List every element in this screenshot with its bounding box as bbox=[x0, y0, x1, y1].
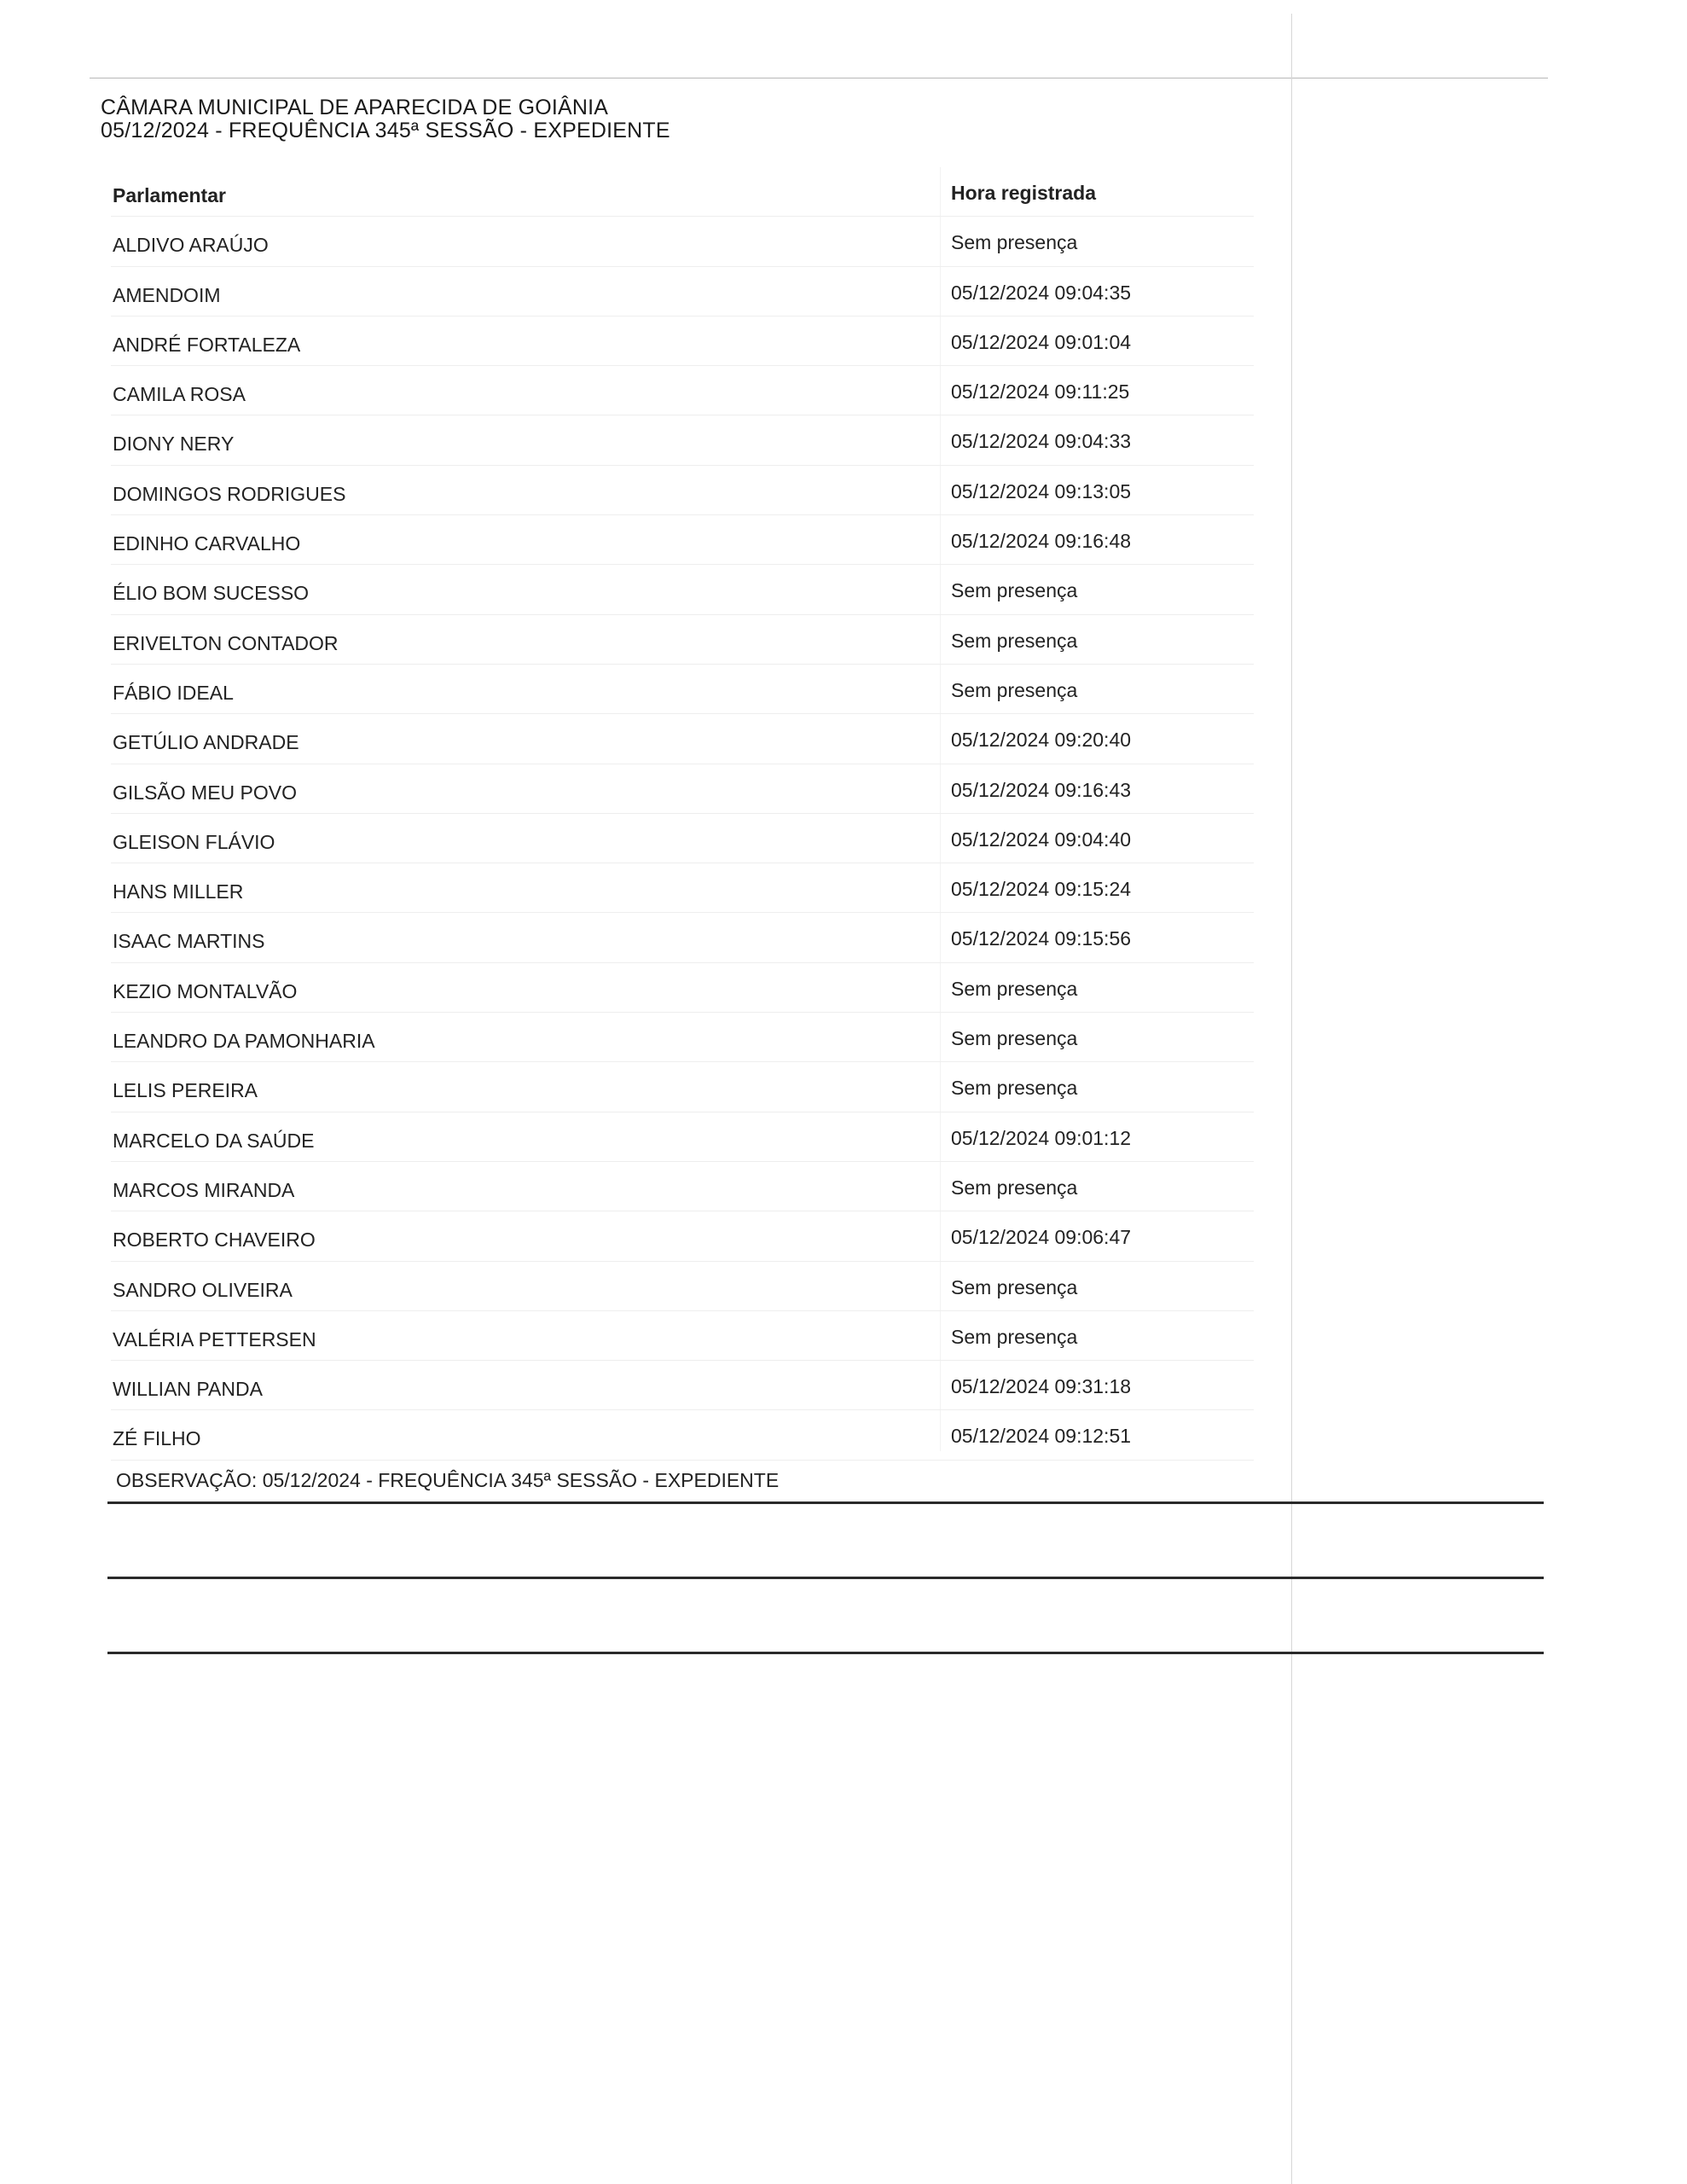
observation-text: OBSERVAÇÃO: 05/12/2024 - FREQUÊNCIA 345ª SESSÃO - EXPEDIENTE bbox=[116, 1469, 780, 1491]
parlamentar-name: ÉLIO BOM SUCESSO bbox=[113, 582, 310, 605]
hora-registrada: 05/12/2024 09:12:51 bbox=[951, 1425, 1132, 1448]
table-row bbox=[111, 217, 1254, 266]
hora-registrada: 05/12/2024 09:01:04 bbox=[951, 330, 1132, 353]
hora-registrada: 05/12/2024 09:11:25 bbox=[951, 380, 1130, 404]
observation-line-2 bbox=[107, 1577, 1544, 1579]
hora-registrada: Sem presença bbox=[951, 1077, 1078, 1100]
institution-title: CÂMARA MUNICIPAL DE APARECIDA DE GOIÂNIA bbox=[101, 96, 609, 119]
table-row bbox=[111, 1311, 1254, 1361]
hora-registrada: Sem presença bbox=[951, 231, 1078, 254]
table-row bbox=[111, 764, 1254, 814]
column-header-hora-registrada: Hora registrada bbox=[951, 182, 1097, 204]
parlamentar-name: ZÉ FILHO bbox=[113, 1427, 201, 1450]
attendance-table bbox=[111, 167, 1254, 1461]
table-row bbox=[111, 963, 1254, 1013]
document-header bbox=[101, 96, 670, 142]
table-row bbox=[111, 1262, 1254, 1311]
observation-line-3 bbox=[107, 1652, 1544, 1654]
parlamentar-name: VALÉRIA PETTERSEN bbox=[113, 1327, 316, 1350]
hora-registrada: 05/12/2024 09:04:33 bbox=[951, 430, 1132, 453]
session-title: 05/12/2024 - FREQUÊNCIA 345ª SESSÃO - EXPEDIENTE bbox=[101, 119, 670, 142]
hora-registrada: Sem presença bbox=[951, 1027, 1078, 1050]
hora-registrada: 05/12/2024 09:16:48 bbox=[951, 530, 1132, 553]
table-header-row bbox=[111, 167, 1254, 217]
table-row bbox=[111, 466, 1254, 515]
table-row bbox=[111, 615, 1254, 665]
parlamentar-name: SANDRO OLIVEIRA bbox=[113, 1278, 293, 1301]
hora-registrada: Sem presença bbox=[951, 678, 1078, 701]
observation-line-1 bbox=[107, 1502, 1544, 1504]
hora-registrada: Sem presença bbox=[951, 629, 1078, 652]
parlamentar-name: WILLIAN PANDA bbox=[113, 1378, 263, 1401]
hora-registrada: 05/12/2024 09:13:05 bbox=[951, 479, 1132, 502]
side-margin-rule bbox=[1291, 14, 1292, 2184]
table-row bbox=[111, 1013, 1254, 1062]
parlamentar-name: GILSÃO MEU POVO bbox=[113, 781, 297, 804]
hora-registrada: 05/12/2024 09:15:24 bbox=[951, 878, 1132, 901]
parlamentar-name: ALDIVO ARAÚJO bbox=[113, 234, 269, 257]
parlamentar-name: AMENDOIM bbox=[113, 283, 221, 306]
table-row bbox=[111, 317, 1254, 366]
hora-registrada: 05/12/2024 09:31:18 bbox=[951, 1375, 1132, 1398]
parlamentar-name: GETÚLIO ANDRADE bbox=[113, 731, 299, 754]
hora-registrada: 05/12/2024 09:01:12 bbox=[951, 1126, 1132, 1149]
table-row bbox=[111, 415, 1254, 465]
table-row bbox=[111, 515, 1254, 565]
hora-registrada: 05/12/2024 09:15:56 bbox=[951, 927, 1132, 950]
table-row bbox=[111, 1361, 1254, 1410]
table-row bbox=[111, 1410, 1254, 1460]
hora-registrada: 05/12/2024 09:04:35 bbox=[951, 281, 1132, 304]
table-row bbox=[111, 1112, 1254, 1162]
parlamentar-name: EDINHO CARVALHO bbox=[113, 532, 301, 555]
row-divider bbox=[111, 1460, 1254, 1461]
hora-registrada: 05/12/2024 09:06:47 bbox=[951, 1226, 1132, 1249]
table-row bbox=[111, 863, 1254, 913]
table-body bbox=[111, 217, 1254, 1460]
table-row bbox=[111, 1062, 1254, 1112]
table-row bbox=[111, 1162, 1254, 1211]
table-row bbox=[111, 814, 1254, 863]
parlamentar-name: ROBERTO CHAVEIRO bbox=[113, 1228, 316, 1252]
parlamentar-name: GLEISON FLÁVIO bbox=[113, 830, 275, 853]
parlamentar-name: CAMILA ROSA bbox=[113, 383, 246, 406]
parlamentar-name: ISAAC MARTINS bbox=[113, 930, 265, 953]
table-row bbox=[111, 913, 1254, 962]
parlamentar-name: MARCOS MIRANDA bbox=[113, 1178, 295, 1201]
parlamentar-name: MARCELO DA SAÚDE bbox=[113, 1129, 315, 1152]
parlamentar-name: ERIVELTON CONTADOR bbox=[113, 631, 339, 654]
parlamentar-name: DIONY NERY bbox=[113, 433, 235, 456]
hora-registrada: Sem presença bbox=[951, 977, 1078, 1000]
table-row bbox=[111, 366, 1254, 415]
table-row bbox=[111, 1211, 1254, 1261]
parlamentar-name: FÁBIO IDEAL bbox=[113, 681, 234, 704]
parlamentar-name: HANS MILLER bbox=[113, 880, 244, 903]
hora-registrada: Sem presença bbox=[951, 1275, 1078, 1298]
hora-registrada: Sem presença bbox=[951, 579, 1078, 602]
hora-registrada: 05/12/2024 09:04:40 bbox=[951, 828, 1132, 851]
hora-registrada: 05/12/2024 09:20:40 bbox=[951, 729, 1132, 752]
parlamentar-name: DOMINGOS RODRIGUES bbox=[113, 482, 346, 505]
parlamentar-name: KEZIO MONTALVÃO bbox=[113, 979, 298, 1002]
table-row bbox=[111, 565, 1254, 614]
table-row bbox=[111, 714, 1254, 764]
parlamentar-name: LEANDRO DA PAMONHARIA bbox=[113, 1030, 375, 1053]
hora-registrada: Sem presença bbox=[951, 1325, 1078, 1348]
hora-registrada: 05/12/2024 09:16:43 bbox=[951, 778, 1132, 801]
parlamentar-name: ANDRÉ FORTALEZA bbox=[113, 333, 301, 356]
hora-registrada: Sem presença bbox=[951, 1176, 1078, 1199]
parlamentar-name: LELIS PEREIRA bbox=[113, 1079, 258, 1102]
column-header-parlamentar: Parlamentar bbox=[113, 184, 226, 206]
table-row bbox=[111, 665, 1254, 714]
table-row bbox=[111, 267, 1254, 317]
